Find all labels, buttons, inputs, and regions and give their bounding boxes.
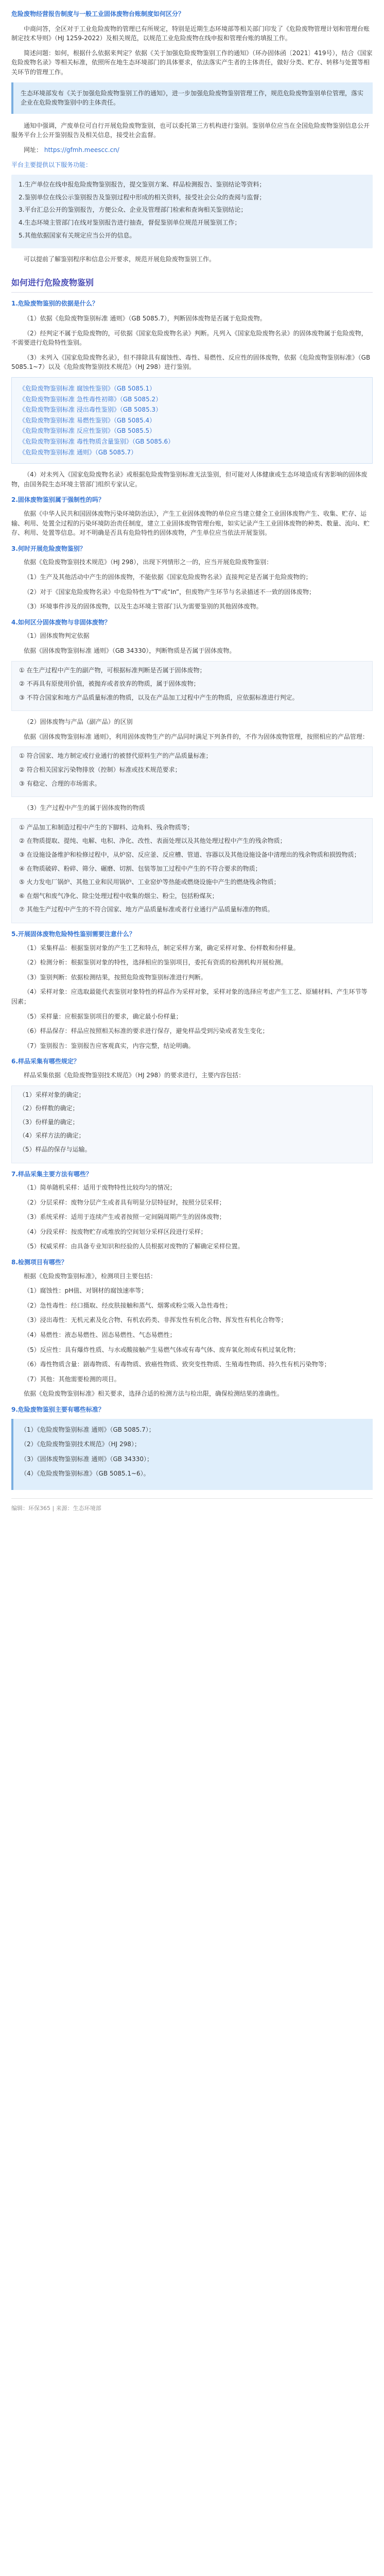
q4-box3-item: ⑥ 在烟气和废气净化、除尘处理过程中收集的烟尘、粉尘，包括粉煤灰； <box>19 892 218 900</box>
q6-item: （5）样品的保存与运输。 <box>19 1145 91 1153</box>
service-item: 3.平台汇总公开的鉴别报告，方便公众、企业及管理部门检索和查询相关鉴别结论； <box>19 206 247 214</box>
q6-item: （3）份样量的确定； <box>19 1118 79 1126</box>
standard-item: 《危险废物鉴别标准 腐蚀性鉴别》（GB 5085.1） <box>19 385 156 393</box>
q9-item: （4）《危险废物鉴别标准》（GB 5085.1~6）。 <box>21 1470 150 1478</box>
q4-box3-item: ① 产品加工和制造过程中产生的下脚料、边角料、残余物质等； <box>19 823 194 831</box>
q4-box3-item: ④ 在物质破碎、粉碎、筛分、碾磨、切割、包装等加工过程中产生的不符合要求的物质； <box>19 865 261 872</box>
q3-item: （2）对于《国家危险废物名录》中危险特性为“T”或“In”，但废物产生环节与名录描述不一致的固体废物； <box>24 588 316 596</box>
q6-item: （1）采样对象的确定； <box>19 1091 85 1098</box>
question-2: 2.固体废物鉴别属于强制性的吗？ <box>11 496 104 504</box>
standard-item: 《危险废物鉴别标准 浸出毒性鉴别》（GB 5085.3） <box>19 406 162 414</box>
q8-note: 依据《危险废物鉴别标准》相关要求，选择合适的检测方法与检出限，确保检测结果的准确性。 <box>24 1390 284 1398</box>
q5-item: （6）样品保存：样品应按照相关标准的要求进行保存，避免样品受到污染或者发生变化； <box>24 1027 269 1035</box>
q4-paragraph-3: （2）固体废物与产品（副产品）的区别 <box>24 718 133 726</box>
q8-item: （3）浸出毒性：无机元素及化合物、有机农药类、非挥发性有机化合物、挥发性有机化合物等； <box>24 1316 287 1324</box>
callout-box <box>11 82 373 114</box>
q9-item: （2）《危险废物鉴别技术规范》（HJ 298）； <box>21 1440 141 1448</box>
q7-item: （4）分段采样：按废物贮存或堆放的空间划分采样区段进行采样； <box>24 1228 207 1235</box>
q4-box-item: ③ 不符合国家和地方产品质量标准的物质，以及在产品加工过程中产生的物质，应依据标准进行判定。 <box>19 693 299 701</box>
q8-item: （4）易燃性：液态易燃性、固态易燃性、气态易燃性； <box>24 1331 176 1339</box>
q6-item: （4）采样方法的确定； <box>19 1132 85 1140</box>
services-intro: 平台主要提供以下服务功能： <box>11 161 92 168</box>
footer-divider <box>11 1498 373 1499</box>
q1-paragraph-3: （3）未列入《国家危险废物名录》，但不排除具有腐蚀性、毒性、易燃性、反应性的固体废物，依据《危险废物鉴别标准》（GB 5085.1~7）以及《危险废物鉴别技术规范》（HJ 298）进行鉴别。 <box>11 353 371 371</box>
q4-box2-item: ② 符合相关国家污染物排放（控制）标准或技术规范要求； <box>19 766 181 774</box>
url-label: 网址： <box>24 146 43 154</box>
q1-paragraph-1: （1）依据《危险废物鉴别标准 通则》（GB 5085.7），判断固体废物是否属于危险废物。 <box>24 315 266 323</box>
q3-item: （3）环境事件涉及的固体废物，以及生态环境主管部门认为需要鉴别的其他固体废物。 <box>24 603 263 611</box>
intro-paragraph-2: 简述问题：如何，根据什么依据来判定？依据《关于加强危险废物鉴别工作的通知》（环办固体函〔2021〕419号），结合《国家危险废物名录》等相关标准，依照所在地生态环境部门的具体要求，依法落实产生者的主体责任，做好分类、贮存、转移与处置等相关环节的管理工作。 <box>11 49 373 76</box>
q2-paragraph-1: 依据《中华人民共和国固体废物污染环境防治法》，产生工业固体废物的单位应当建立健全工业固体废物产生、收集、贮存、运输、利用、处置全过程的污染环境防治责任制度，建立工业固体废物管理台账，如实记录产生工业固体废物的种类、数量、流向、贮存、利用、处置等信息。对不明确是否具有危险特性的固体废物，产生单位应当依法开展鉴别。 <box>11 510 370 537</box>
q3-paragraph-1: 依据《危险废物鉴别技术规范》（HJ 298），出现下列情形之一的，应当开展危险废物鉴别： <box>24 558 273 566</box>
service-item: 4.生态环境主管部门在线对鉴别报告进行抽查，督促鉴别单位规范开展鉴别工作； <box>19 218 241 226</box>
q4-box-3 <box>11 818 373 923</box>
intro-question: 危险废物经营报告制度与一般工业固体废物台账制度如何区分？ <box>11 10 185 18</box>
question-9: 9.危险废物鉴别主要有哪些标准？ <box>11 1406 104 1414</box>
standard-item: 《危险废物鉴别标准 毒性物质含量鉴别》（GB 5085.6） <box>19 438 174 446</box>
q9-box <box>11 1419 373 1490</box>
q8-item: （2）急性毒性：经口摄取、经皮肤接触和蒸气、烟雾或粉尘吸入急性毒性； <box>24 1301 232 1309</box>
q3-item: （1）生产及其他活动中产生的固体废物，不能依据《国家危险废物名录》直接判定是否属于危险废物的； <box>24 573 312 581</box>
section-title: 如何进行危险废物鉴别 <box>11 277 373 293</box>
q4-box-2 <box>11 747 373 797</box>
q6-box <box>11 1086 373 1163</box>
q1-paragraph-2: （2）经判定不属于危险废物的，可依据《国家危险废物名录》判断。凡列入《国家危险废物名录》的固体废物属于危险废物，不需要进行危险特性鉴别。 <box>11 329 368 347</box>
q4-paragraph-5: （3）生产过程中产生的属于固体废物的物质 <box>24 804 145 812</box>
q9-item: （3）《固体废物鉴别标准 通则》（GB 34330）； <box>21 1455 153 1463</box>
q4-box-item: ① 在生产过程中产生的副产物，可根据标准判断是否属于固体废物； <box>19 666 206 674</box>
standard-item: 《危险废物鉴别标准 通则》（GB 5085.7） <box>19 448 137 456</box>
q4-paragraph-4: 依据《固体废物鉴别标准 通则》，利用固体废物生产的产品同时满足下列条件的，不作为固体废物管理，按照相应的产品管理： <box>24 733 369 740</box>
q4-box-item: ② 不再具有原使用价值，被抛弃或者放弃的物质，属于固体废物； <box>19 680 200 688</box>
q4-box3-item: ③ 在设施设备维护和检修过程中，从炉窑、反应釜、反应槽、管道、容器以及其他设施设备中清理出的残余物质和损毁物质； <box>19 851 360 859</box>
q8-item: （5）反应性：具有爆炸性质、与水或酸接触产生易燃气体或有毒气体、废弃氧化剂或有机过氧化物； <box>24 1346 300 1353</box>
callout-text: 生态环境部发布《关于加强危险废物鉴别工作的通知》，进一步加强危险废物鉴别管理工作，规范危险废物鉴别单位管理，落实企业在危险废物鉴别中的主体责任。 <box>21 89 364 107</box>
q4-box2-item: ③ 有稳定、合理的市场需求。 <box>19 779 101 787</box>
services-list <box>11 175 373 248</box>
standard-item: 《危险废物鉴别标准 反应性鉴别》（GB 5085.5） <box>19 427 156 435</box>
q4-box3-item: ② 在物质提取、提纯、电解、电积、净化、改性、表面处理以及其他处理过程中产生的残余物质； <box>19 837 286 845</box>
question-4: 4.如何区分固体废物与非固体废物？ <box>11 618 111 626</box>
q8-item: （7）其他：其他需要检测的项目。 <box>24 1375 120 1383</box>
q8-paragraph-1: 根据《危险废物鉴别标准》，检测项目主要包括： <box>24 1272 157 1280</box>
q5-item: （3）鉴别判断：依据检测结果，按照危险废物鉴别标准进行判断。 <box>24 973 207 981</box>
q4-box3-item: ⑤ 火力发电厂锅炉、其他工业和民用锅炉、工业窑炉等热能或燃烧设施中产生的燃烧残余物质； <box>19 878 280 886</box>
service-item: 2.鉴别单位在线公示鉴别报告及鉴别过程中形成的相关资料，接受社会公众的查阅与监督； <box>19 193 266 201</box>
intro-paragraph-1: 中商问答，全区对于工业危险废物的管理已有所规定，特别是近期生态环境部等相关部门印发了《危险废物管理计划和管理台账制定技术导则》（HJ 1259-2022）及相关规范，以规范工业危险废物在线申报和管理台账的填报工作。 <box>11 25 370 42</box>
q5-item: （2）检测分析：根据鉴别对象的特性，选择相应的鉴别项目，委托有资质的检测机构开展检测。 <box>24 959 287 967</box>
q5-item: （4）采样对象：应选取最能代表鉴别对象特性的样品作为采样对象，采样对象的选择应考虑产生工艺、原辅材料、产生环节等因素； <box>11 988 368 1005</box>
q5-item: （1）采集样品：根据鉴别对象的产生工艺和特点，制定采样方案，确定采样对象、份样数和份样量。 <box>24 944 300 952</box>
standard-item: 《危险废物鉴别标准 急性毒性初筛》（GB 5085.2） <box>19 395 162 403</box>
platform-url-line <box>11 145 373 155</box>
question-7: 7.样品采集主要方法有哪些？ <box>11 1170 92 1178</box>
question-5: 5.开展固体废物危险特性鉴别需要注意什么？ <box>11 930 135 938</box>
q5-item: （5）采样量：应根据鉴别项目的要求，确定最小份样量； <box>24 1012 182 1020</box>
service-item: 5.其他依据国家有关规定应当公开的信息。 <box>19 231 136 239</box>
question-6: 6.样品采集有哪些规定？ <box>11 1058 80 1065</box>
q6-paragraph-1: 样品采集依据《危险废物鉴别技术规范》（HJ 298）的要求进行，主要内容包括： <box>24 1071 245 1079</box>
platform-url-link[interactable]: https://gfmh.meescc.cn/ <box>44 146 119 154</box>
q7-item: （1）简单随机采样：适用于废物特性比较均匀的情况； <box>24 1184 176 1192</box>
q4-box3-item: ⑦ 其他生产过程中产生的不符合国家、地方产品质量标准或者行业通行产品质量标准的物质。 <box>19 906 274 913</box>
standards-list <box>11 377 373 464</box>
q8-item: （6）毒性物质含量：剧毒物质、有毒物质、致癌性物质、致突变性物质、生殖毒性物质、持久性有机污染物等； <box>24 1361 330 1368</box>
q4-box2-item: ① 符合国家、地方制定或行业通行的被替代原料生产的产品质量标准； <box>19 752 212 760</box>
footer-source: 编辑：环保365 | 来源：生态环境部 <box>11 1504 101 1512</box>
intro-paragraph-3: 通知中强调，产废单位可自行开展危险废物鉴别，也可以委托第三方机构进行鉴别。鉴别单位应当在全国危险废物鉴别信息公开服务平台上公开鉴别报告及相关信息，接受社会监督。 <box>11 122 370 139</box>
q5-item: （7）鉴别报告：鉴别报告应客观真实，内容完整，结论明确。 <box>24 1042 195 1049</box>
question-8: 8.检测项目有哪些？ <box>11 1259 67 1266</box>
standard-item: 《危险废物鉴别标准 易燃性鉴别》（GB 5085.4） <box>19 416 156 424</box>
q7-item: （5）权威采样：由具备专业知识和经验的人员根据对废物的了解确定采样位置。 <box>24 1243 244 1250</box>
q9-item: （1）《危险废物鉴别标准 通则》（GB 5085.7）； <box>21 1426 155 1433</box>
service-item: 1.生产单位在线申报危险废物鉴别报告，提交鉴别方案、样品检测报告、鉴别结论等资料； <box>19 181 266 189</box>
q7-item: （3）系统采样：适用于连续产生或者按照一定间隔周期产生的固体废物； <box>24 1213 225 1221</box>
q6-item: （2）份样数的确定； <box>19 1105 79 1112</box>
q4-box-1 <box>11 661 373 711</box>
question-1: 1.危险废物鉴别的依据是什么？ <box>11 300 98 308</box>
q4-paragraph-1: （1）固体废物判定依据 <box>24 632 90 640</box>
q4-paragraph-2: 依据《固体废物鉴别标准 通则》（GB 34330），判断物质是否属于固体废物。 <box>24 647 236 654</box>
q1-paragraph-4: （4）对未列入《国家危险废物名录》或根据危险废物鉴别标准无法鉴别，但可能对人体健康或生态环境造成有害影响的固体废物，由国务院生态环境主管部门组织专家认定。 <box>11 471 368 488</box>
intro-closing: 可以提前了解鉴别程序和信息公开要求，规范开展危险废物鉴别工作。 <box>24 256 216 263</box>
q7-item: （2）分层采样：废物分层产生或者具有明显分层特征时，按照分层采样； <box>24 1198 225 1206</box>
q8-item: （1）腐蚀性：pH值、对钢材的腐蚀速率等； <box>24 1287 148 1295</box>
question-3: 3.何时开展危险废物鉴别？ <box>11 545 86 552</box>
